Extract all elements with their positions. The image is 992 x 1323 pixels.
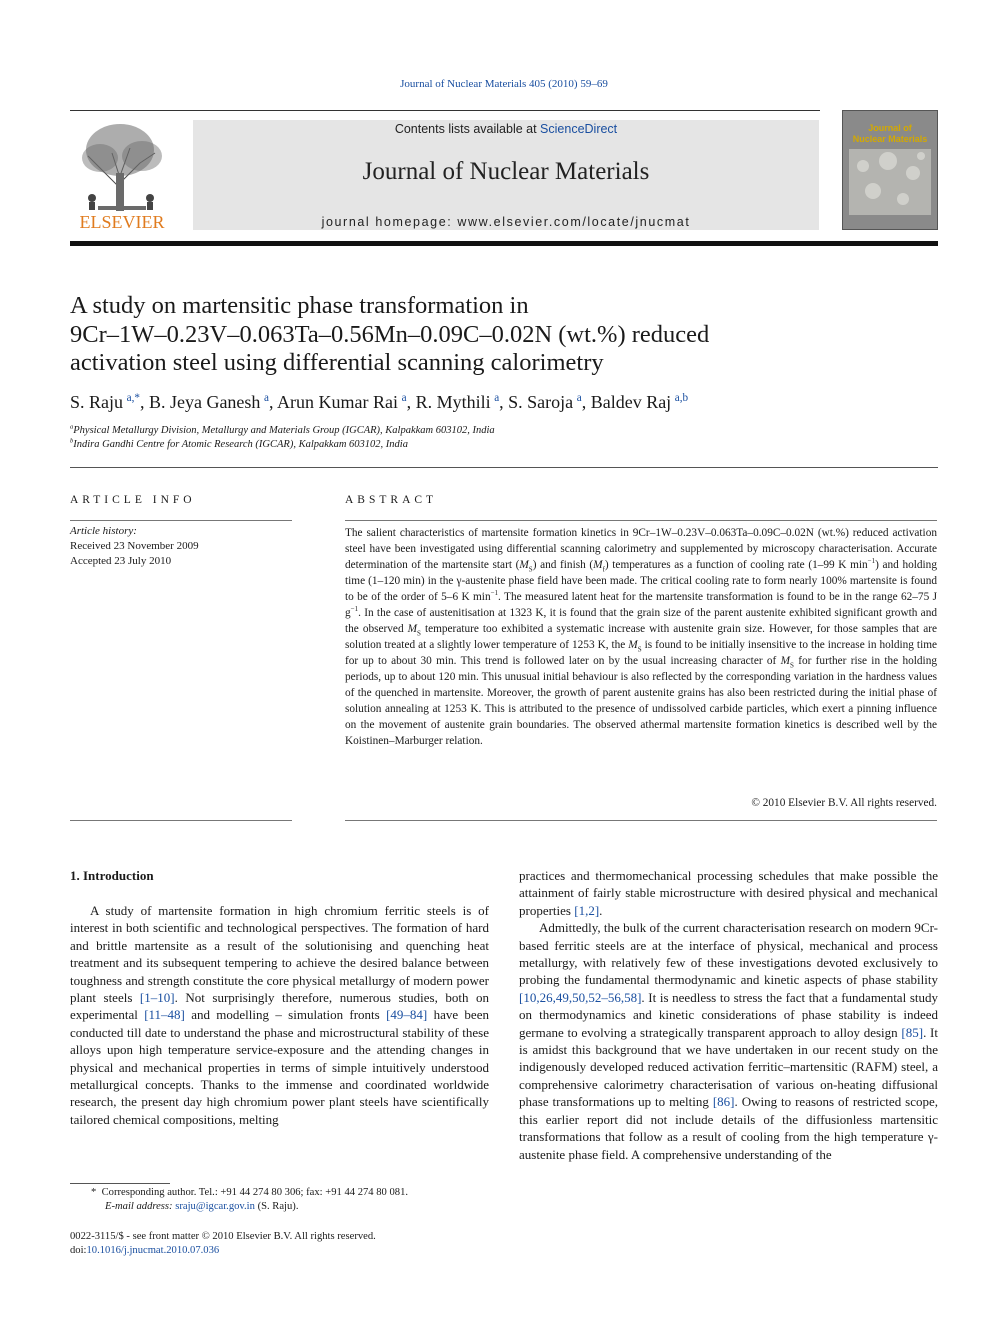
journal-cover-thumbnail[interactable] xyxy=(842,110,938,230)
exponent: −1 xyxy=(350,605,359,614)
text-segment: . It is amidst this background that we have undertaken in our recent study on the indigenously developed reduced activation ferritic–martensitic (RAFM) steel, a comprehensive calorimetry characterisation of various on-heating diffusional phase transformations up to melting xyxy=(519,1024,938,1110)
intro-paragraph-1-cont xyxy=(519,867,938,919)
citation-link[interactable]: [49–84] xyxy=(386,1007,428,1023)
affiliation-text: Indira Gandhi Centre for Atomic Research (IGCAR), Kalpakkam 603102, India xyxy=(73,439,408,450)
svg-text:Journal of: Journal of xyxy=(868,123,912,133)
footnote-mark: * xyxy=(91,1187,97,1198)
section-rule xyxy=(70,467,938,468)
abstract-heading: ABSTRACT xyxy=(345,494,438,506)
abstract-bottom-rule xyxy=(345,820,937,821)
introduction-heading: 1. Introduction xyxy=(70,868,154,883)
article-info-rule xyxy=(70,520,292,521)
history-label: Article history: xyxy=(70,525,137,537)
elsevier-logo[interactable] xyxy=(70,118,174,232)
ms-symbol: M xyxy=(628,639,638,651)
accepted-date: Accepted 23 July 2010 xyxy=(70,555,172,567)
author-affiliation-mark[interactable]: a xyxy=(494,392,500,404)
affiliation-a xyxy=(70,425,930,436)
abstract-rule xyxy=(345,520,937,521)
affiliation-text: Physical Metallurgy Division, Metallurgy and Materials Group (IGCAR), Kalpakkam 603102, India xyxy=(73,425,495,436)
email-suffix: (S. Raju). xyxy=(254,1201,299,1212)
text-segment: . xyxy=(599,902,603,918)
mf-symbol: M xyxy=(593,559,603,571)
article-info-heading: ARTICLE INFO xyxy=(70,494,196,506)
footnote-rule xyxy=(70,1183,170,1184)
contents-prefix: Contents lists available at xyxy=(394,122,541,136)
author-name: R. Mythili xyxy=(415,392,491,412)
title-line-2: 9Cr–1W–0.23V–0.063Ta–0.56Mn–0.09C–0.02N (wt.%) reduced xyxy=(70,320,710,348)
abstract-segment: for further rise in the holding periods, up to about 120 min. This unusual initial behaviour is also reflected by the corresponding variation in the hardness values of the quenched in martensite. Moreover, the growth of parent austenite grains has also been restricted during the initial phase of solution annealing at 1253 K. This is attributed to the presence of undissolved carbide particles, which exert a pinning influence on the movement of austenite grain boundaries. The observed athermal martensite formation kinetics is described well by the Koistinen–Marburger relation. xyxy=(345,655,937,747)
svg-text:Nuclear Materials: Nuclear Materials xyxy=(852,134,928,144)
abstract-segment: . The measured latent heat for the martensite transformation is found to be in the range 62–75 J g xyxy=(345,591,937,619)
elsevier-tree-icon xyxy=(70,118,174,232)
header-thick-rule xyxy=(70,241,938,246)
author-name: S. Raju xyxy=(70,392,124,412)
author-affiliation-mark[interactable]: a,* xyxy=(126,392,140,404)
journal-name: Journal of Nuclear Materials xyxy=(362,158,650,185)
text-segment: and modelling – simulation fronts xyxy=(184,1007,387,1023)
abstract-segment: . In the case of austenitisation at 1323 K, it is found that the grain size of the parent austenite exhibited significant growth and the observed xyxy=(345,607,937,635)
header-rule xyxy=(70,110,820,111)
ms-subscript: S xyxy=(637,645,642,654)
author-affiliation-mark[interactable]: a xyxy=(401,392,407,404)
abstract-segment: ) and holding time (1–120 min) in the γ-austenite phase field have been made. The critical cooling rate to form nearly 100% martensite is found to be of the order of 5–6 K min xyxy=(345,559,937,603)
author-name: B. Jeya Ganesh xyxy=(148,392,261,412)
citation-link[interactable]: [10,26,49,50,52–56,58] xyxy=(519,989,642,1005)
footnote-line-2 xyxy=(70,1200,490,1214)
citation-link[interactable]: [85] xyxy=(901,1024,924,1040)
ms-symbol: M xyxy=(407,623,418,635)
citation-link[interactable]: [86] xyxy=(712,1094,735,1110)
abstract-segment: temperature too exhibited a systematic increase with austenite grain size. However, for those samples that are solution treated at a slightly lower temperature of 1253 K, the xyxy=(345,623,937,651)
abstract-segment: The salient characteristics of martensite formation kinetics in 9Cr–1W–0.23V–0.063Ta–0.09C–0.02N (wt.%) reduced activation steel have been investigated using differential scanning calorimetry and supplemented by microscopy characterisation. Accurate determination of the martensite start ( xyxy=(345,527,937,571)
intro-paragraph-1 xyxy=(70,902,489,1128)
title-line-3: activation steel using differential scanning calorimetry xyxy=(70,349,604,376)
abstract-segment: ) and finish ( xyxy=(532,559,594,571)
abstract-segment: is found to be initially insensitive to the increase in holding time for up to about 30 min. This trend is followed later on by the usual increasing character of xyxy=(345,639,938,667)
article-info-bottom-rule xyxy=(70,820,292,821)
svg-text:ELSEVIER: ELSEVIER xyxy=(79,212,165,232)
doi-link[interactable]: 10.1016/j.jnucmat.2010.07.036 xyxy=(86,1245,220,1256)
citation-link[interactable]: [11–48] xyxy=(144,1007,185,1023)
received-date: Received 23 November 2009 xyxy=(70,540,199,552)
mf-subscript: f xyxy=(602,565,605,574)
journal-header-band xyxy=(193,120,819,230)
abstract-text xyxy=(345,525,937,749)
contents-line xyxy=(193,122,819,136)
cover-image-icon xyxy=(843,111,937,229)
ms-symbol: M xyxy=(780,655,791,667)
ms-subscript: S xyxy=(790,661,794,670)
body-column-left xyxy=(70,902,489,1128)
abstract-segment: ) temperatures as a function of cooling rate (1–99 K min xyxy=(604,559,868,571)
author-name: Arun Kumar Rai xyxy=(277,392,398,412)
text-segment: . It is needless to stress the fact that a fundamental study on thermodynamics and kinetic considerations of phase stability is indeed germane to evolving a strategically transparent approach to alloy design xyxy=(519,989,938,1040)
author-list: S. Raju $^{a,*}$, B. Jeya Ganesh $^a$, Arun Kumar Rai $^a$, R. Mythili $^a$, S. Saroja $^a$, Baldev Raj $^{a,b}$ xyxy=(70,392,689,412)
email-link[interactable]: sraju@igcar.gov.in xyxy=(175,1201,255,1212)
exponent: −1 xyxy=(867,557,876,566)
ms-subscript: S xyxy=(417,629,421,638)
text-segment: A study of martensite formation in high chromium ferritic steels is of interest in both scientific and technological perspectives. The formation of hard and brittle martensite as a result of the solutionising and quenching heat treatment and its subsequent tempering to achieve the desired balance between toughness and strength constitute the core physical metallurgy of modern power plant steels xyxy=(70,903,489,1006)
affiliation-mark: b xyxy=(70,437,74,445)
doi-label: doi: xyxy=(70,1245,87,1256)
article-title xyxy=(70,292,910,378)
author-name: Baldev Raj xyxy=(590,392,672,412)
sciencedirect-link[interactable]: ScienceDirect xyxy=(540,122,618,136)
email-label: E-mail address: xyxy=(105,1201,173,1212)
text-segment: . Owing to reasons of restricted scope, this earlier report did not include details of the diffusionless martensitic transformations that follow as a result of cooling from the high temperature γ-austenite phase field. A comprehensive understanding of the xyxy=(519,1094,938,1162)
title-line-1: A study on martensitic phase transformation in xyxy=(70,292,529,319)
running-head[interactable]: Journal of Nuclear Materials 405 (2010) 59–69 xyxy=(400,78,608,90)
text-segment: Admittedly, the bulk of the current characterisation research on modern 9Cr-based ferritic steels are at the interface of physical, mechanical and process metallurgy, with relatively few of these investigations devoted exclusively to probing the fundamental thermodynamic and kinetic aspects of phase stability xyxy=(519,920,938,988)
journal-homepage[interactable]: journal homepage: www.elsevier.com/locate/jnucmat xyxy=(321,215,691,229)
body-column-right xyxy=(519,867,938,1163)
citation-link[interactable]: [1–10] xyxy=(139,990,175,1006)
exponent: −1 xyxy=(490,589,499,598)
text-segment: practices and thermomechanical processing schedules that make possible the attainment of fairly stable microstructure with desired physical and mechanical properties xyxy=(519,868,938,918)
ms-subscript: S xyxy=(528,565,533,574)
corresponding-author-footnote xyxy=(70,1186,490,1214)
footnote-contact: Corresponding author. Tel.: +91 44 274 80 306; fax: +91 44 274 80 081. xyxy=(101,1187,409,1198)
intro-paragraph-2 xyxy=(519,919,938,1163)
issn-line: 0022-3115/$ - see front matter © 2010 Elsevier B.V. All rights reserved. xyxy=(70,1231,376,1242)
article-history xyxy=(70,524,300,569)
author-affiliation-mark[interactable]: a,b xyxy=(674,392,689,404)
text-segment: . Not surprisingly therefore, numerous studies, both on experimental xyxy=(70,990,489,1023)
affiliation-b xyxy=(70,439,930,450)
affiliation-mark: a xyxy=(70,423,74,431)
author-affiliation-mark[interactable]: a xyxy=(264,392,269,404)
copyright-notice: © 2010 Elsevier B.V. All rights reserved. xyxy=(751,797,937,809)
footnote-line-1 xyxy=(70,1186,490,1200)
text-segment: have been conducted till date to understand the phase and microstructural stability of these alloys upon high temperature service-exposure and the attending changes in physical and mechanical properties in terms of simple intuitively understood metallurgical concepts. Thanks to the immense and coordinated worldwide research, the present day high chromium power plant steels have scientifically tailored chemical compositions, melting xyxy=(70,1007,489,1127)
author-affiliation-mark[interactable]: a xyxy=(576,392,582,404)
citation-link[interactable]: [1,2] xyxy=(574,902,600,918)
issn-doi-block xyxy=(70,1230,490,1258)
author-name: S. Saroja xyxy=(508,392,574,412)
doi-line xyxy=(70,1244,490,1258)
ms-symbol: M xyxy=(519,559,529,571)
